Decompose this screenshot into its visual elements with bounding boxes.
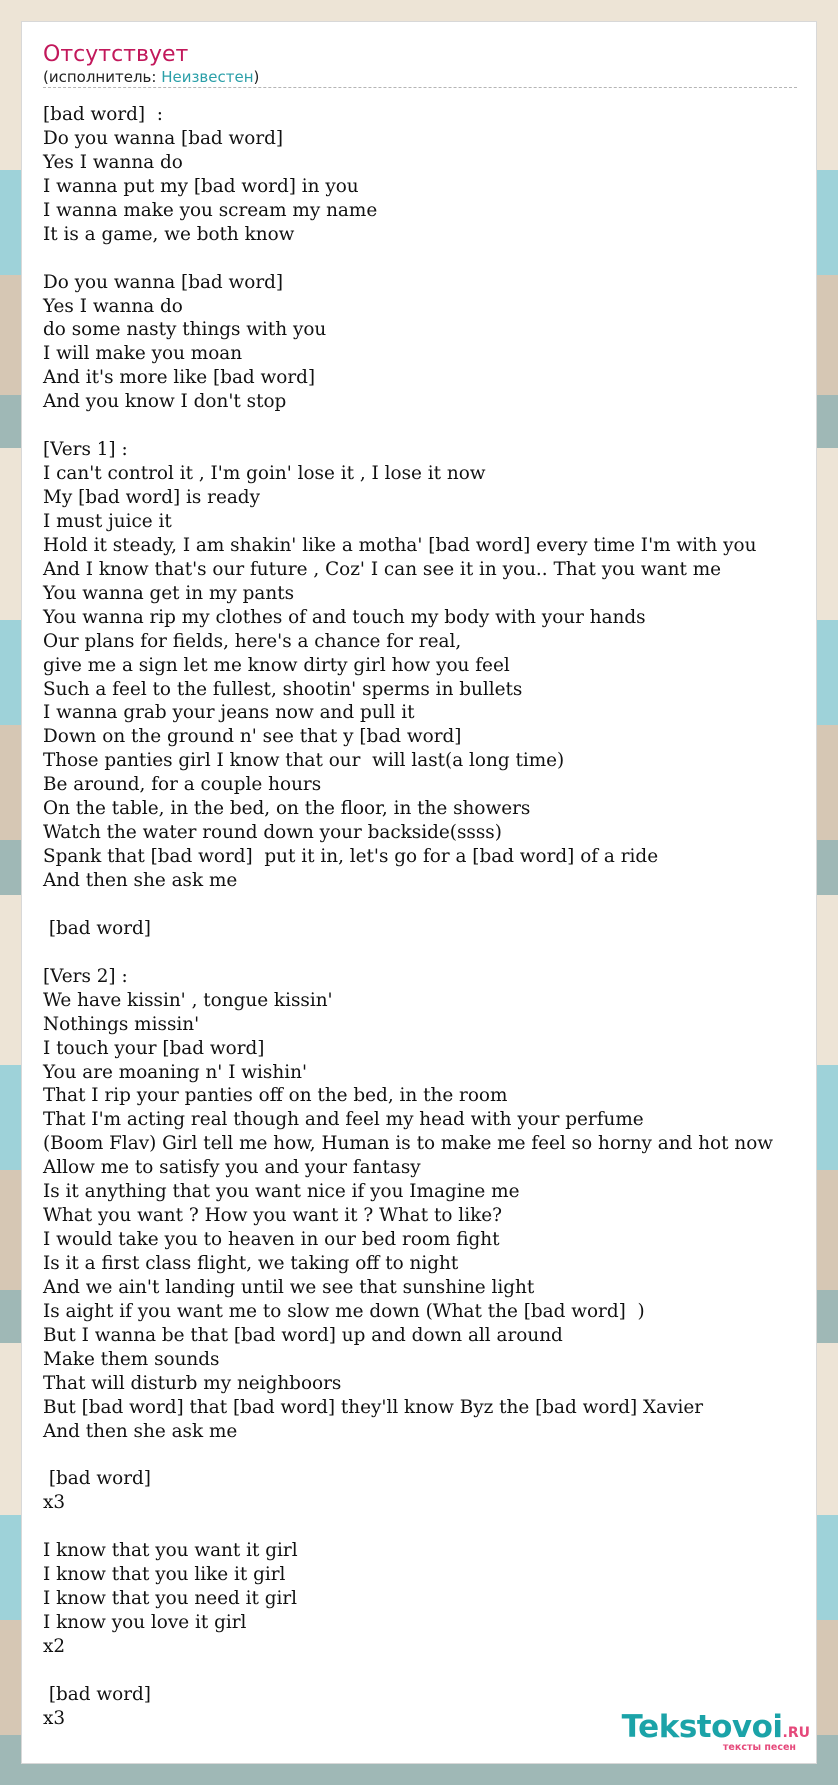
lyric-line: And then she ask me bbox=[43, 870, 238, 891]
lyric-line: Our plans for fields, here's a chance for real, bbox=[43, 630, 462, 652]
lyric-line: (Boom Flav) Girl tell me how, Human is to make me feel so horny and hot now bbox=[43, 1133, 774, 1155]
lyric-line: Such a feel to the fullest, shootin' sperms in bullets bbox=[43, 678, 523, 700]
logo-tagline: тексты песен bbox=[722, 1742, 796, 1753]
lyric-line: I know that you like it girl bbox=[43, 1564, 286, 1586]
lyric-line: Yes I wanna do bbox=[43, 295, 183, 317]
lyric-line: Be around, for a couple hours bbox=[43, 774, 322, 796]
lyric-line: Is it anything that you want nice if you Imagine me bbox=[43, 1181, 520, 1203]
lyric-line bbox=[43, 1659, 817, 1683]
lyric-line: We have kissin' , tongue kissin' bbox=[43, 989, 333, 1011]
lyric-line: That I rip your panties off on the bed, in the room bbox=[43, 1085, 508, 1107]
lyric-line bbox=[43, 941, 817, 965]
song-title: Отсутствует bbox=[43, 42, 189, 67]
lyric-line: Nothings missin' bbox=[43, 1013, 200, 1035]
lyric-line: It is a game, we both know bbox=[43, 223, 295, 245]
lyric-line: You are moaning n' I wishin' bbox=[43, 1061, 307, 1083]
lyric-line: And I know that's our future , Coz' I can see it in you.. That you want me bbox=[43, 558, 722, 580]
lyric-line: I wanna make you scream my name bbox=[43, 199, 378, 221]
lyric-line bbox=[43, 1515, 817, 1539]
lyric-line: [bad word] bbox=[43, 1468, 151, 1490]
lyric-line: But [bad word] that [bad word] they'll know Byz the [bad word] Xavier bbox=[43, 1396, 704, 1418]
lyric-line: do some nasty things with you bbox=[43, 319, 327, 341]
lyric-line: I know that you need it girl bbox=[43, 1588, 298, 1610]
lyric-line: Is it a first class flight, we taking off to night bbox=[43, 1253, 459, 1274]
site-logo[interactable] bbox=[610, 1709, 810, 1755]
lyric-line: x2 bbox=[43, 1636, 66, 1657]
lyric-line: On the table, in the bed, on the floor, in the showers bbox=[43, 798, 531, 820]
lyric-line: I touch your [bad word] bbox=[43, 1037, 265, 1059]
lyric-line: x3 bbox=[43, 1492, 66, 1514]
lyric-line: You wanna rip my clothes of and touch my body with your hands bbox=[43, 606, 646, 628]
lyric-line: I wanna put my [bad word] in you bbox=[43, 175, 359, 197]
lyric-line: And it's more like [bad word] bbox=[43, 367, 316, 389]
lyric-line: My [bad word] is ready bbox=[43, 487, 260, 508]
lyric-line: I can't control it , I'm goin' lose it , I lose it now bbox=[43, 463, 486, 485]
lyric-line: [bad word] : bbox=[43, 104, 163, 125]
lyric-line: x3 bbox=[43, 1707, 66, 1729]
lyric-line: And you know I don't stop bbox=[43, 391, 287, 413]
lyric-line bbox=[43, 414, 817, 438]
lyric-line: And we ain't landing until we see that sunshine light bbox=[43, 1276, 535, 1298]
lyric-line bbox=[43, 1444, 817, 1468]
lyric-line: And then she ask me bbox=[43, 1420, 238, 1442]
lyric-line: [Vers 2] : bbox=[43, 965, 128, 987]
lyric-line: Spank that [bad word] put it in, let's go for a [bad word] of a ride bbox=[43, 846, 659, 868]
lyric-line: [bad word] bbox=[43, 917, 151, 939]
lyric-line: [Vers 1] : bbox=[43, 439, 128, 461]
lyric-line: I wanna grab your jeans now and pull it bbox=[43, 702, 415, 724]
lyric-line: That I'm acting real though and feel my head with your perfume bbox=[43, 1109, 644, 1131]
lyric-line: I would take you to heaven in our bed room fight bbox=[43, 1229, 500, 1251]
lyric-line: Do you wanna [bad word] bbox=[43, 127, 284, 149]
logo-tld: .RU bbox=[782, 1725, 810, 1741]
lyric-line: Do you wanna [bad word] bbox=[43, 271, 284, 293]
lyric-line: Watch the water round down your backside(ssss) bbox=[43, 822, 502, 844]
song-header bbox=[43, 42, 797, 88]
lyric-line: Is aight if you want me to slow me down (What the [bad word] ) bbox=[43, 1300, 645, 1322]
lyric-line: Allow me to satisfy you and your fantasy bbox=[43, 1157, 421, 1179]
lyric-line: Down on the ground n' see that y [bad word] bbox=[43, 726, 462, 748]
lyric-line: give me a sign let me know dirty girl how you feel bbox=[43, 654, 510, 676]
lyric-line: Make them sounds bbox=[43, 1348, 220, 1370]
artist-suffix: ) bbox=[253, 68, 260, 86]
lyric-line: I must juice it bbox=[43, 510, 172, 532]
lyric-line: Those panties girl I know that our will last(a long time) bbox=[43, 750, 565, 772]
artist-line bbox=[43, 68, 797, 86]
lyric-line: I know you love it girl bbox=[43, 1612, 247, 1634]
logo-name: Tekstovoi bbox=[621, 1709, 783, 1745]
lyric-line bbox=[43, 893, 817, 917]
lyric-line: Yes I wanna do bbox=[43, 151, 183, 173]
lyric-line: You wanna get in my pants bbox=[43, 582, 295, 604]
lyric-line: I know that you want it girl bbox=[43, 1540, 298, 1562]
lyric-line: [bad word] bbox=[43, 1683, 151, 1705]
lyrics-text bbox=[43, 103, 817, 1731]
lyric-line bbox=[43, 247, 817, 271]
lyric-line: Hold it steady, I am shakin' like a motha' [bad word] every time I'm with you bbox=[43, 534, 757, 556]
artist-prefix: (исполнитель: bbox=[43, 68, 162, 86]
lyrics-page bbox=[21, 21, 817, 1764]
lyric-line: But I wanna be that [bad word] up and down all around bbox=[43, 1324, 563, 1346]
lyric-line: That will disturb my neighboors bbox=[43, 1372, 342, 1394]
artist-link[interactable]: Неизвестен bbox=[161, 68, 254, 86]
lyric-line: What you want ? How you want it ? What to like? bbox=[43, 1205, 502, 1227]
lyric-line: I will make you moan bbox=[43, 343, 243, 365]
